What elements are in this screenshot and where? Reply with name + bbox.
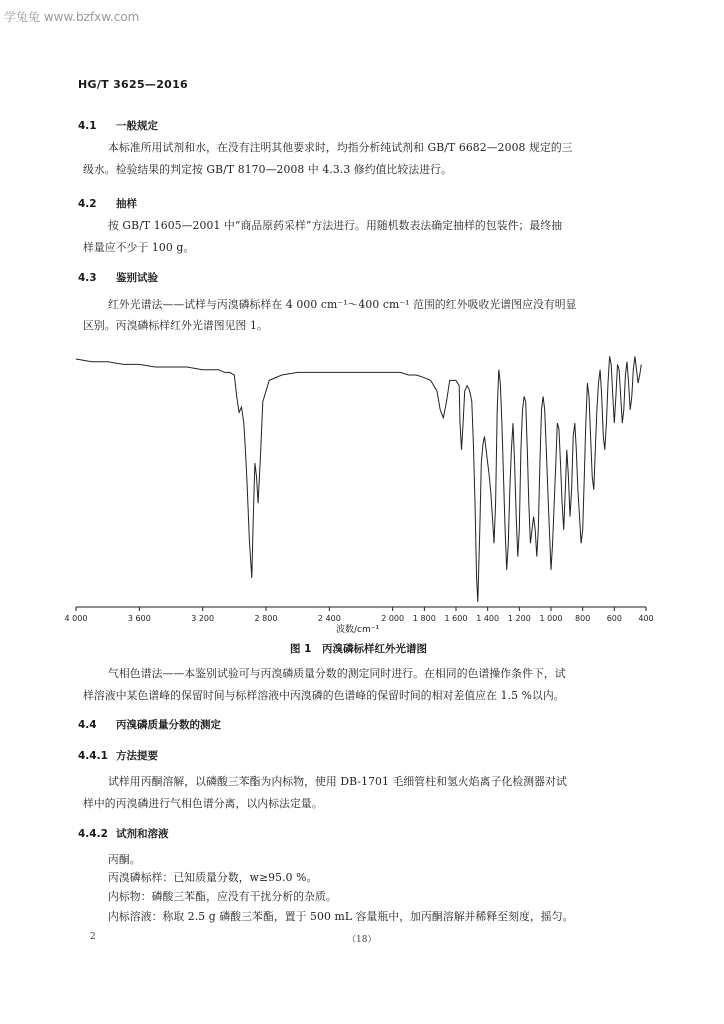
page-number: （18）: [347, 935, 377, 945]
reagent-item: 内标物：磷酸三苯酯，应没有干扰分析的杂质。: [108, 890, 337, 903]
paragraph-line: 样量应不少于 100 g。: [83, 241, 195, 254]
paragraph-line: 红外光谱法——试样与丙溴磷标样在 4 000 cm⁻¹～400 cm⁻¹ 范围的红外吸收光谱图应没有明显: [108, 298, 577, 311]
x-tick-label: 3 600: [127, 614, 151, 623]
x-tick-label: 1 000: [539, 614, 563, 623]
section-number: 4.4.1: [78, 750, 108, 762]
reagent-item: 丙酮。: [108, 853, 141, 866]
ir-spectrum-chart: [0, 330, 724, 640]
x-tick-label: 1 600: [444, 614, 468, 623]
x-axis: [65, 607, 654, 623]
x-tick-label: 2 800: [254, 614, 278, 623]
paragraph-line: 试样用丙酮溶解，以磷酸三苯酯为内标物，使用 DB-1701 毛细管柱和氢火焰离子化检测器对试: [108, 775, 567, 788]
section-title: 方法提要: [116, 750, 158, 762]
paragraph-line: 按 GB/T 1605—2001 中“商品原药采样”方法进行。用随机数表法确定抽样的包装件；最终抽: [108, 219, 563, 232]
section-title: 试剂和溶液: [116, 828, 169, 840]
x-tick-label: 3 200: [191, 614, 215, 623]
paragraph-line: 本标准所用试剂和水，在没有注明其他要求时，均指分析纯试剂和 GB/T 6682—2008 规定的三: [108, 141, 573, 154]
reagent-item: 丙溴磷标样：已知质量分数，w≥95.0 %。: [108, 871, 318, 884]
paragraph-line: 气相色谱法——本鉴别试验可与丙溴磷质量分数的测定同时进行。在相同的色谱操作条件下，试: [108, 667, 566, 680]
section-heading-4-4-1: [78, 748, 158, 763]
paragraph-line: 样溶液中某色谱峰的保留时间与标样溶液中丙溴磷的色谱峰的保留时间的相对差值应在 1.5 %以内。: [83, 689, 565, 702]
section-heading-4-2: [78, 196, 137, 211]
section-number: 4.3: [78, 272, 97, 284]
section-title: 丙溴磷质量分数的测定: [116, 719, 221, 731]
x-tick-label: 1 400: [476, 614, 500, 623]
x-tick-label: 4 000: [64, 614, 88, 623]
standard-number: HG/T 3625—2016: [78, 78, 189, 91]
section-number: 4.4.2: [78, 828, 108, 840]
x-tick-label: 2 400: [317, 614, 341, 623]
paragraph-line: 样中的丙溴磷进行气相色谱分离，以内标法定量。: [83, 797, 323, 810]
footer-mark: 2: [90, 932, 96, 942]
x-tick-label: 1 800: [412, 614, 436, 623]
paragraph-line: 区别。丙溴磷标样红外光谱图见图 1。: [83, 319, 268, 332]
reagent-item: 内标溶液：称取 2.5 g 磷酸三苯酯，置于 500 mL 容量瓶中，加丙酮溶解并稀释至刻度，摇匀。: [108, 910, 574, 923]
section-heading-4-4: [78, 717, 221, 732]
section-number: 4.1: [78, 120, 97, 132]
section-title: 一般规定: [116, 120, 158, 132]
plot-area: [76, 356, 641, 602]
x-tick-label: 1 200: [507, 614, 531, 623]
x-tick-label: 400: [638, 614, 654, 623]
x-tick-label: 2 000: [381, 614, 405, 623]
paragraph-line: 级水。检验结果的判定按 GB/T 8170—2008 中 4.3.3 修约值比较法进行。: [83, 163, 452, 176]
section-heading-4-4-2: [78, 826, 169, 841]
section-title: 鉴别试验: [116, 272, 158, 284]
section-number: 4.2: [78, 198, 97, 210]
x-tick-label: 600: [606, 614, 622, 623]
section-heading-4-1: [78, 118, 158, 133]
section-title: 抽样: [116, 198, 137, 210]
figure-caption: 图 1 丙溴磷标样红外光谱图: [290, 643, 427, 655]
x-tick-label: 800: [575, 614, 591, 623]
watermark: 学兔兔 www.bzfxw.com: [4, 10, 140, 24]
section-heading-4-3: [78, 270, 158, 285]
section-number: 4.4: [78, 719, 97, 731]
spectrum-line: [76, 356, 641, 602]
x-axis-label: 波数/cm⁻¹: [336, 625, 380, 635]
